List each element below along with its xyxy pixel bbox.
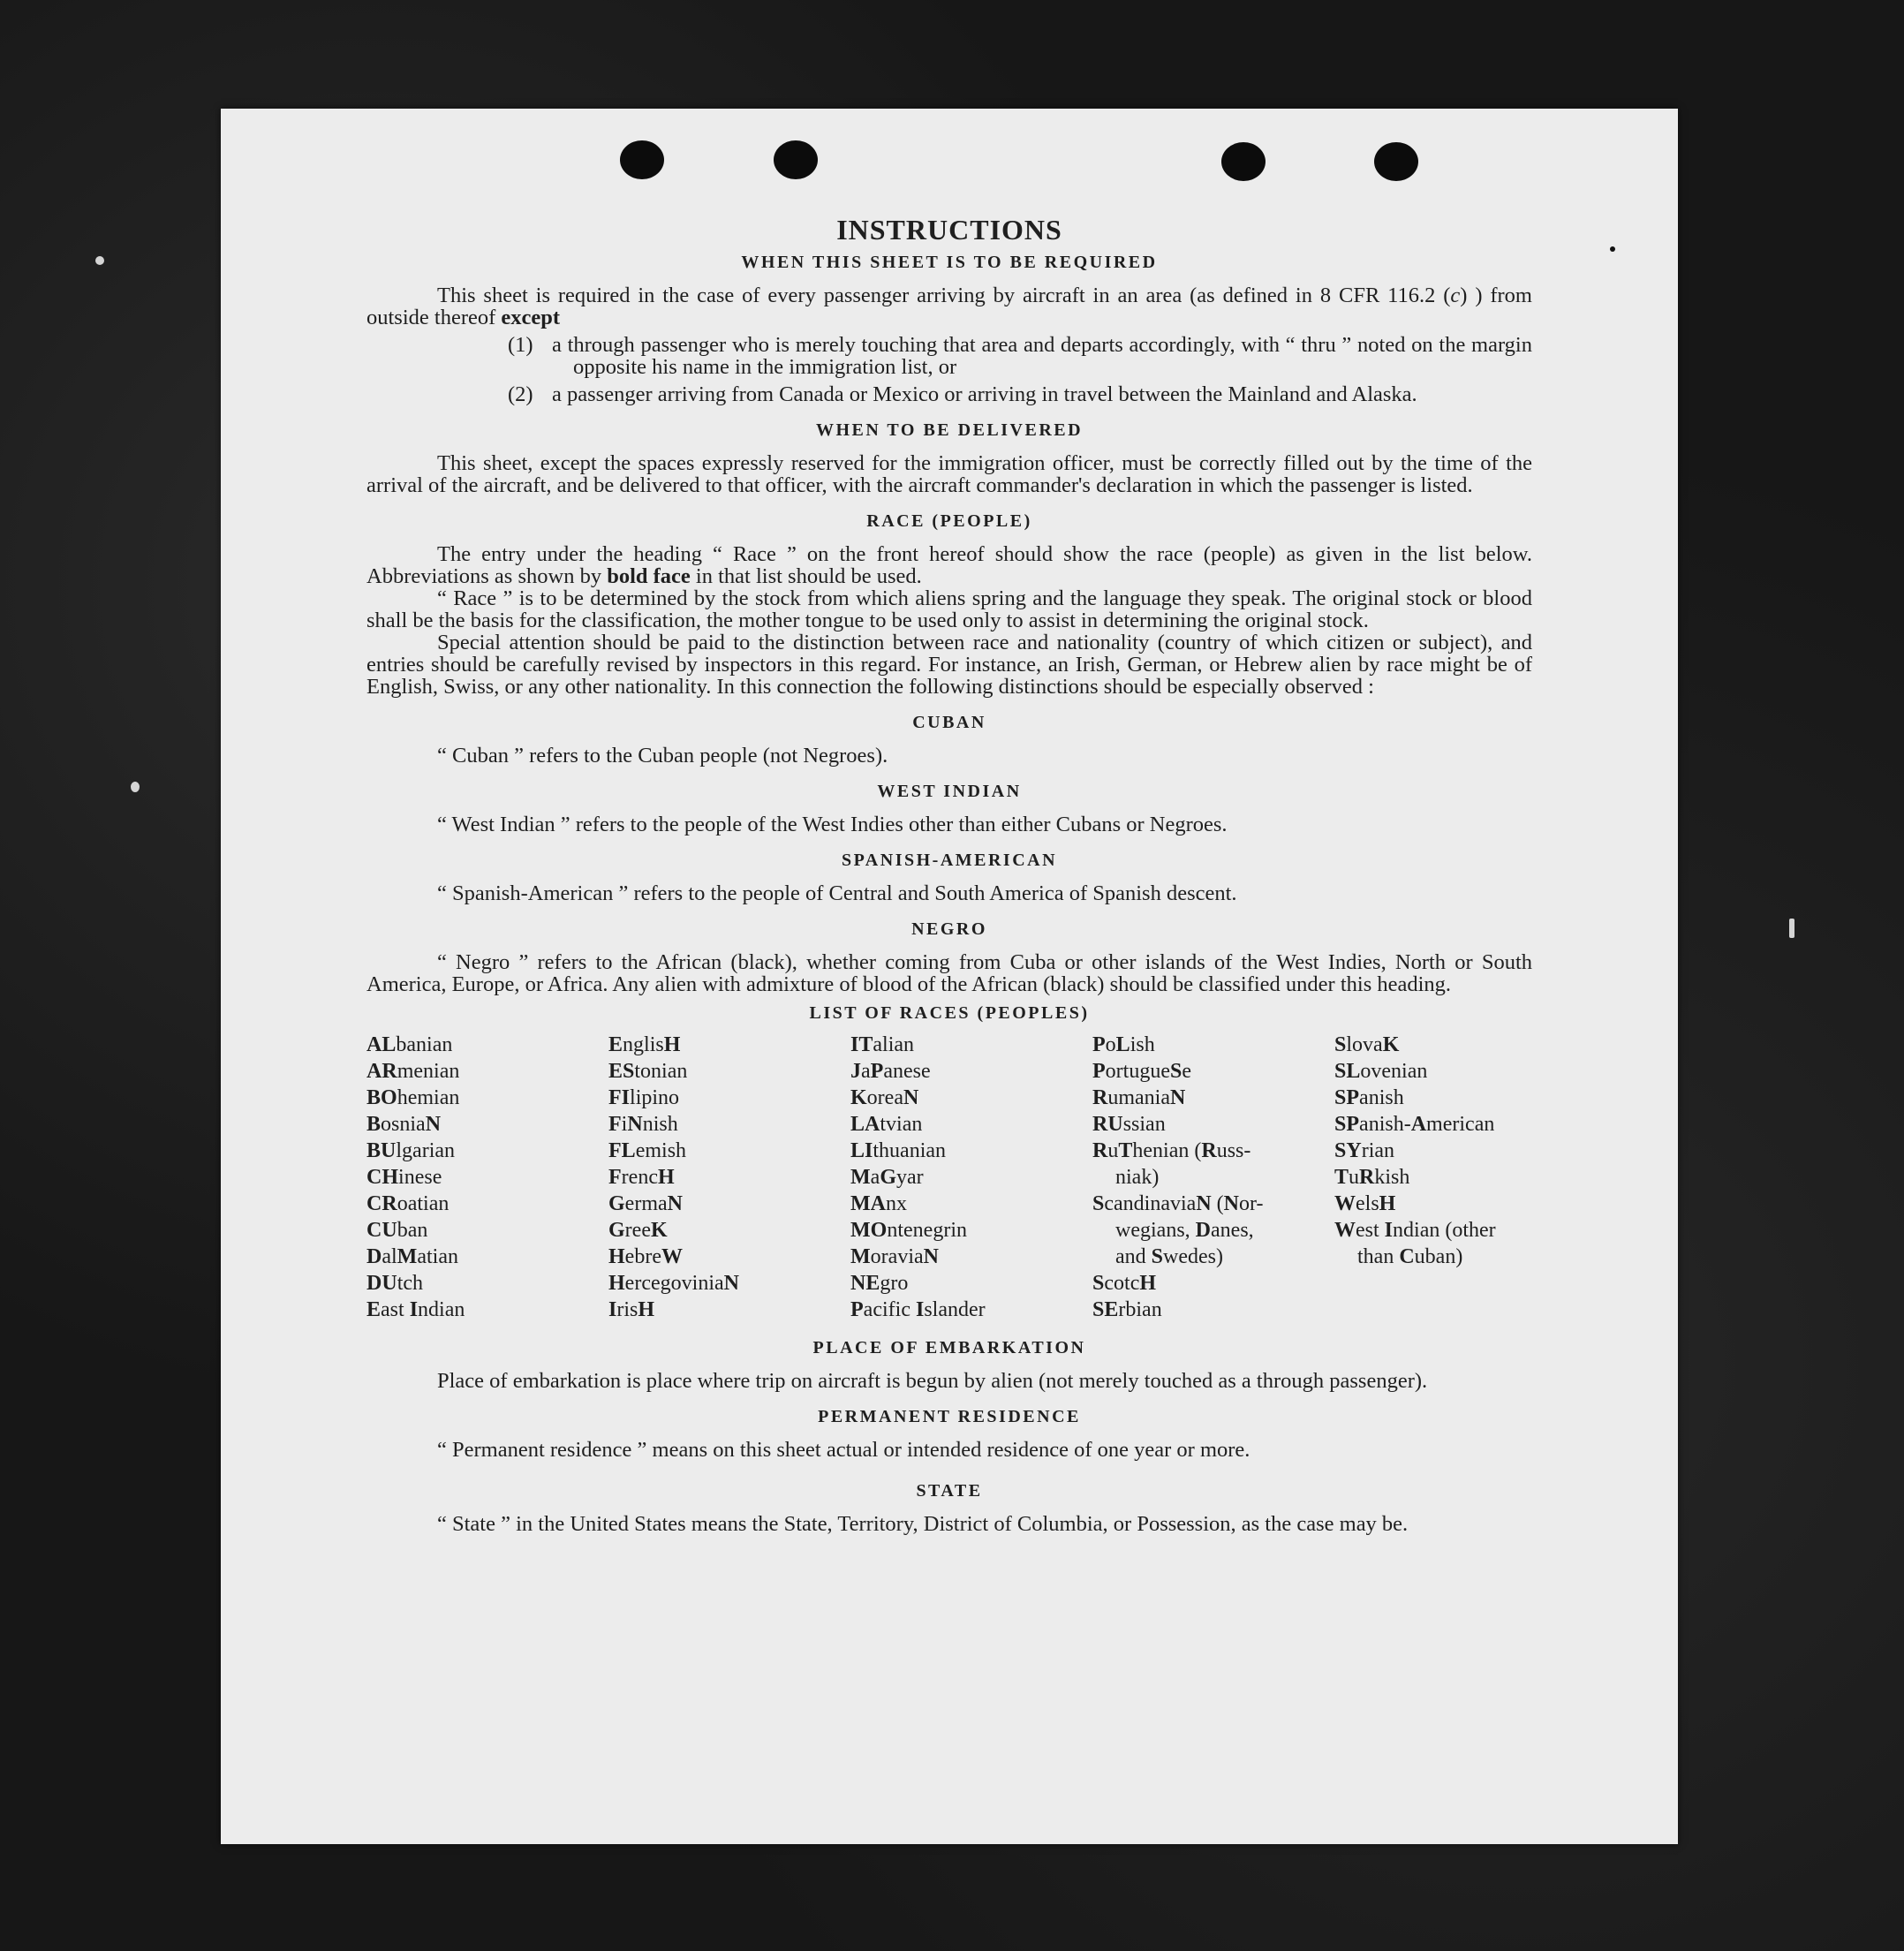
punch-hole: [1221, 142, 1266, 181]
race-entry: FiNnish: [608, 1113, 678, 1136]
race-entry: BosniaN: [366, 1113, 442, 1136]
races-column-5: [1334, 1032, 1576, 1323]
heading-permanent-residence: PERMANENT RESIDENCE: [818, 1407, 1081, 1426]
race-entry: MAnx: [850, 1192, 907, 1215]
race-entry: MaGyar: [850, 1166, 924, 1189]
heading-race: RACE (PEOPLE): [866, 511, 1032, 531]
race-entry: SYrian: [1334, 1139, 1395, 1162]
races-list: [366, 1032, 1532, 1323]
race-entry: HercegoviniaN: [608, 1272, 739, 1295]
race-entry: TuRkish: [1334, 1166, 1410, 1189]
race-entry: East Indian: [366, 1298, 465, 1321]
race-entry: EStonian: [608, 1060, 688, 1083]
required-intro: This sheet is required in the case of every passenger arriving by aircraft in an area (as defined in 8 CFR 116.2 (c) ) from outside thereof except: [366, 284, 1532, 329]
document-sheet: [221, 109, 1678, 1844]
race-entry: DalMatian: [366, 1245, 458, 1268]
heading-cuban: CUBAN: [912, 713, 986, 732]
race-entry: ITalian: [850, 1033, 915, 1056]
race-entry: LIthuanian: [850, 1139, 947, 1162]
race-entry: ARmenian: [366, 1060, 460, 1083]
race-entry: BOhemian: [366, 1086, 460, 1109]
residence-text: “ Permanent residence ” means on this sheet actual or intended residence of one year or more.: [437, 1438, 1250, 1462]
race-entry: CHinese: [366, 1166, 442, 1189]
west-indian-text: “ West Indian ” refers to the people of the West Indies other than either Cubans or Negroes.: [437, 813, 1228, 836]
race-entry: ScandinaviaN (Nor-: [1092, 1192, 1264, 1215]
film-speck: [1789, 919, 1794, 938]
race-entry: GreeK: [608, 1219, 668, 1242]
race-entry: PoLish: [1092, 1033, 1155, 1056]
heading-state: STATE: [916, 1481, 983, 1501]
film-speck: [131, 782, 140, 792]
heading-embarkation: PLACE OF EMBARKATION: [812, 1338, 1086, 1357]
race-entry: MOntenegrin: [850, 1219, 967, 1242]
heading-spanish-american: SPANISH-AMERICAN: [841, 851, 1058, 870]
state-text: “ State ” in the United States means the State, Territory, District of Columbia, or Possession, as the case may be.: [437, 1512, 1409, 1536]
race-entry: SLovenian: [1334, 1060, 1428, 1083]
exception-item-1: (1) a through passenger who is merely touching that area and departs accordingly, with “ thru ” noted on the margin opposite his name in the immigration list, or: [508, 333, 1532, 379]
film-speck: [1610, 246, 1615, 252]
race-entry: CRoatian: [366, 1192, 450, 1215]
race-entry: niak): [1115, 1166, 1160, 1189]
embarkation-text: Place of embarkation is place where trip on aircraft is begun by alien (not merely touched as a through passenger).: [437, 1369, 1428, 1393]
race-entry: ScotcH: [1092, 1272, 1157, 1295]
race-entry: FLemish: [608, 1139, 687, 1162]
race-entry: Pacific Islander: [850, 1298, 986, 1321]
film-speck: [95, 256, 104, 265]
cuban-text: “ Cuban ” refers to the Cuban people (not Negroes).: [437, 744, 888, 768]
race-entry: FIlipino: [608, 1086, 680, 1109]
race-entry: and Swedes): [1115, 1245, 1224, 1268]
race-entry: NEgro: [850, 1272, 909, 1295]
race-paragraph-1: The entry under the heading “ Race ” on the front hereof should show the race (people) as given in the list below. Abbreviations as shown by bold face in that list should be used.: [366, 542, 1532, 588]
race-entry: EnglisH: [608, 1033, 681, 1056]
heading-list-of-races: LIST OF RACES (PEOPLES): [809, 1003, 1090, 1023]
race-entry: JaPanese: [850, 1060, 931, 1083]
race-entry: SlovaK: [1334, 1033, 1400, 1056]
race-entry: DUtch: [366, 1272, 424, 1295]
race-entry: IrisH: [608, 1298, 655, 1321]
race-entry: ALbanian: [366, 1033, 453, 1056]
heading-when-delivered: WHEN TO BE DELIVERED: [815, 420, 1084, 440]
race-entry: SPanish: [1334, 1086, 1404, 1109]
race-entry: FrencH: [608, 1166, 675, 1189]
race-entry: RumaniaN: [1092, 1086, 1186, 1109]
race-entry: West Indian (other: [1334, 1219, 1496, 1242]
race-entry: wegians, Danes,: [1115, 1219, 1254, 1242]
exception-item-2: (2) a passenger arriving from Canada or Mexico or arriving in travel between the Mainland and Alaska.: [508, 382, 1417, 406]
race-entry: MoraviaN: [850, 1245, 939, 1268]
instructions-content: [366, 214, 1532, 1536]
races-column-2: [608, 1032, 850, 1323]
race-entry: than Cuban): [1357, 1245, 1463, 1268]
race-paragraph-3: Special attention should be paid to the distinction between race and nationality (country of which citizen or subject), and entries should be carefully revised by inspectors in this regard. For instance, an Irish, German, or Hebrew alien by race might be of English, Swiss, or any other nationality. In this connection the following distinctions should be especially observed :: [366, 631, 1532, 699]
page-title: INSTRUCTIONS: [836, 214, 1062, 246]
punch-hole: [1374, 142, 1418, 181]
races-column-1: [366, 1032, 608, 1323]
spanish-american-text: “ Spanish-American ” refers to the people of Central and South America of Spanish descent.: [437, 881, 1237, 905]
race-paragraph-2: “ Race ” is to be determined by the stock from which aliens spring and the language they speak. The original stock or blood shall be the basis for the classification, the mother tongue to be used only to assist in determining the original stock.: [366, 586, 1532, 632]
race-entry: LAtvian: [850, 1113, 923, 1136]
race-entry: PortugueSe: [1092, 1060, 1192, 1083]
race-entry: SPanish-American: [1334, 1113, 1495, 1136]
race-entry: GermaN: [608, 1192, 683, 1215]
race-entry: BUlgarian: [366, 1139, 456, 1162]
race-entry: SErbian: [1092, 1298, 1162, 1321]
punch-hole: [774, 140, 818, 179]
heading-west-indian: WEST INDIAN: [877, 782, 1022, 801]
punch-hole: [620, 140, 664, 179]
race-entry: CUban: [366, 1219, 428, 1242]
race-entry: KoreaN: [850, 1086, 919, 1109]
heading-when-required: WHEN THIS SHEET IS TO BE REQUIRED: [741, 253, 1158, 272]
race-entry: WelsH: [1334, 1192, 1396, 1215]
delivered-text: This sheet, except the spaces expressly reserved for the immigration officer, must be correctly filled out by the time of the arrival of the aircraft, and be delivered to that officer, with the aircraft commander's declaration in which the passenger is listed.: [366, 451, 1532, 497]
heading-negro: NEGRO: [911, 919, 987, 939]
race-entry: RUssian: [1092, 1113, 1166, 1136]
race-entry: RuThenian (Russ-: [1092, 1139, 1251, 1162]
race-entry: HebreW: [608, 1245, 683, 1268]
negro-text: “ Negro ” refers to the African (black), whether coming from Cuba or other islands of the West Indies, North or South America, Europe, or Africa. Any alien with admixture of blood of the African (black) should be classified under this heading.: [366, 950, 1532, 996]
races-column-3: [850, 1032, 1092, 1323]
races-column-4: [1092, 1032, 1334, 1323]
